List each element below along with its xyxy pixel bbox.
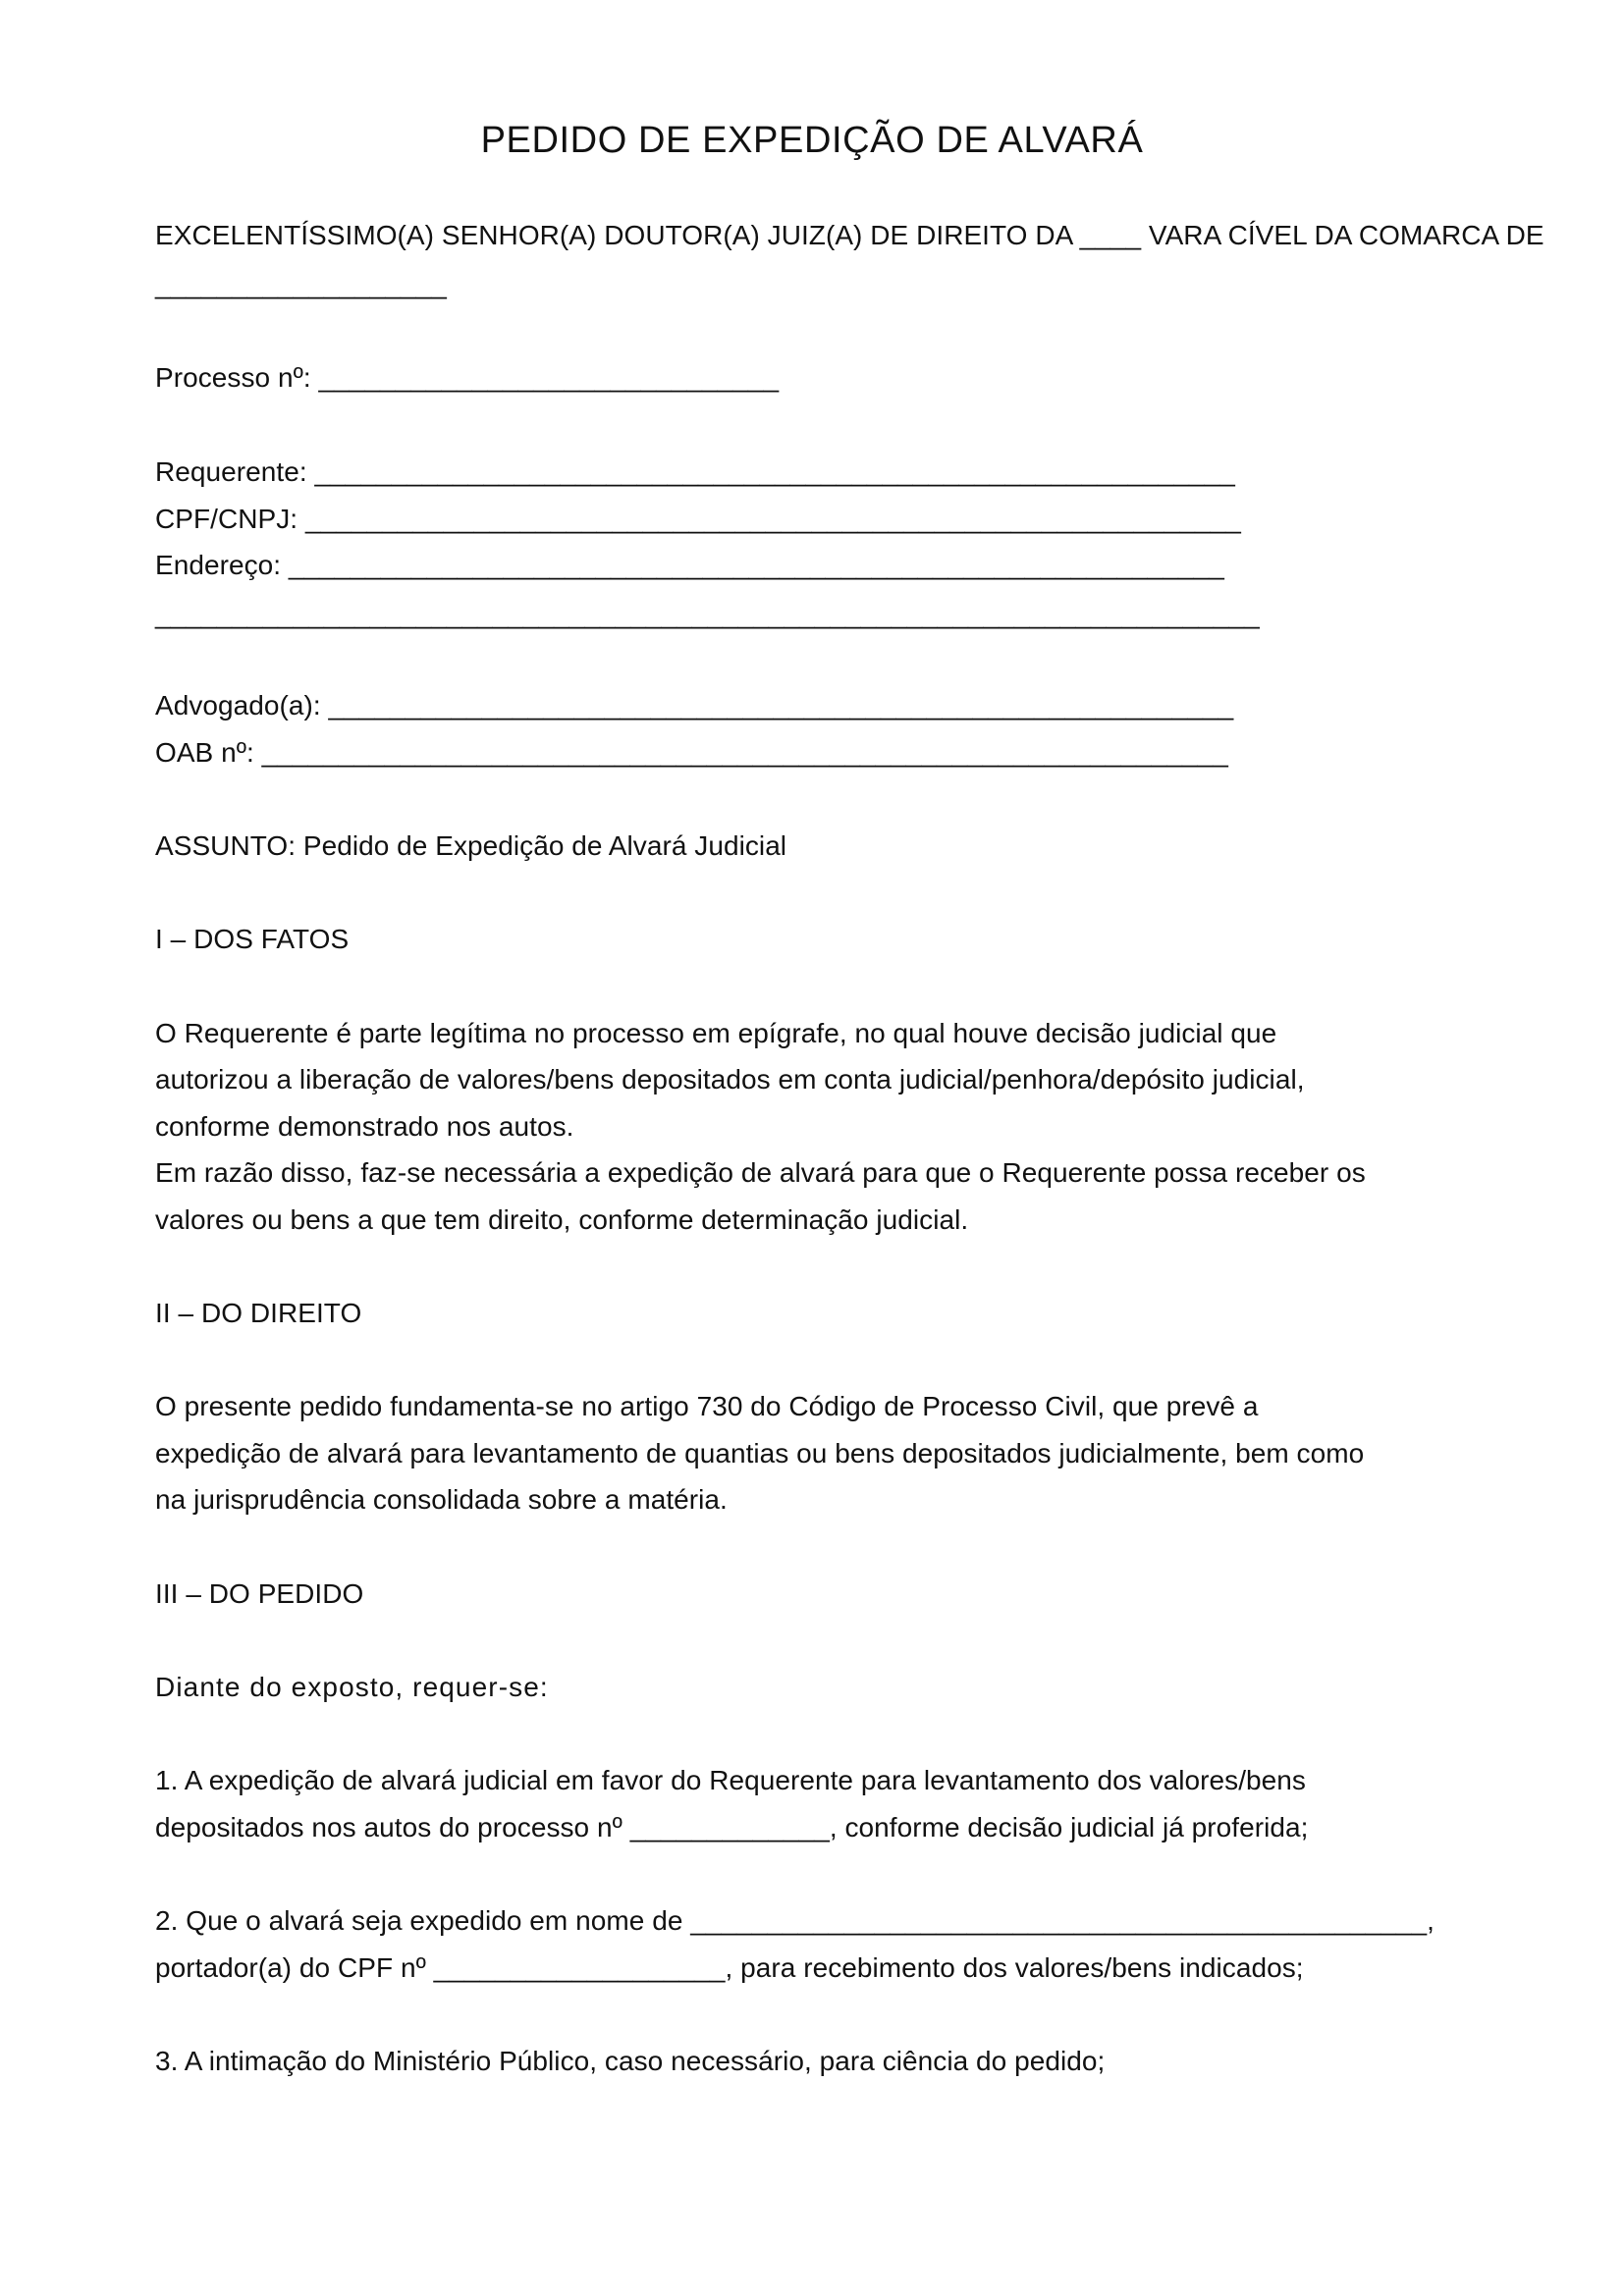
pedido-item-3-line: 3. A intimação do Ministério Público, caso necessário, para ciência do pedido; — [155, 2046, 1106, 2076]
assunto-line: ASSUNTO: Pedido de Expedição de Alvará Judicial — [155, 830, 787, 861]
pedido-item-1-line: 1. A expedição de alvará judicial em favor do Requerente para levantamento dos valores/bens — [155, 1765, 1306, 1795]
fatos-paragraph-line: autorizou a liberação de valores/bens depositados em conta judicial/penhora/depósito judicial, — [155, 1064, 1305, 1095]
section-heading-pedido: III – DO PEDIDO — [155, 1578, 364, 1609]
section-heading-fatos: I – DOS FATOS — [155, 924, 350, 954]
endereco-continuation-field: ________________________________________________________________________ — [155, 599, 1260, 629]
document-title: PEDIDO DE EXPEDIÇÃO DE ALVARÁ — [480, 120, 1144, 161]
endereco-field: Endereço: _____________________________________________________________ — [155, 550, 1224, 580]
pedido-item-1-line: depositados nos autos do processo nº _____________, conforme decisão judicial já proferida; — [155, 1812, 1309, 1842]
direito-paragraph-line: na jurisprudência consolidada sobre a matéria. — [155, 1484, 728, 1515]
pedido-item-2-line: portador(a) do CPF nº ___________________, para recebimento dos valores/bens indicados; — [155, 1952, 1304, 1983]
pedido-item-2-line: 2. Que o alvará seja expedido em nome de ________________________________________________, — [155, 1905, 1435, 1936]
fatos-paragraph-line: conforme demonstrado nos autos. — [155, 1111, 574, 1142]
direito-paragraph-line: O presente pedido fundamenta-se no artigo 730 do Código de Processo Civil, que prevê a — [155, 1391, 1259, 1421]
direito-paragraph-line: expedição de alvará para levantamento de quantias ou bens depositados judicialmente, bem como — [155, 1438, 1365, 1468]
pedido-intro: Diante do exposto, requer-se: — [155, 1672, 549, 1702]
advogado-field: Advogado(a): ___________________________________________________________ — [155, 690, 1234, 721]
section-heading-direito: II – DO DIREITO — [155, 1298, 362, 1328]
requerente-field: Requerente: ____________________________________________________________ — [155, 456, 1235, 487]
oab-field: OAB nº: _______________________________________________________________ — [155, 737, 1228, 768]
cpf-cnpj-field: CPF/CNPJ: _____________________________________________________________ — [155, 504, 1241, 534]
fatos-paragraph-line: O Requerente é parte legítima no processo em epígrafe, no qual houve decisão judicial que — [155, 1018, 1277, 1048]
addressee-line-2: ___________________ — [155, 269, 447, 299]
addressee-line-1: EXCELENTÍSSIMO(A) SENHOR(A) DOUTOR(A) JUIZ(A) DE DIREITO DA ____ VARA CÍVEL DA COMARCA DE — [155, 220, 1544, 250]
fatos-paragraph-line: valores ou bens a que tem direito, conforme determinação judicial. — [155, 1204, 969, 1235]
process-number-field: Processo nº: ______________________________ — [155, 362, 780, 393]
fatos-paragraph-line: Em razão disso, faz-se necessária a expedição de alvará para que o Requerente possa receber os — [155, 1157, 1366, 1188]
